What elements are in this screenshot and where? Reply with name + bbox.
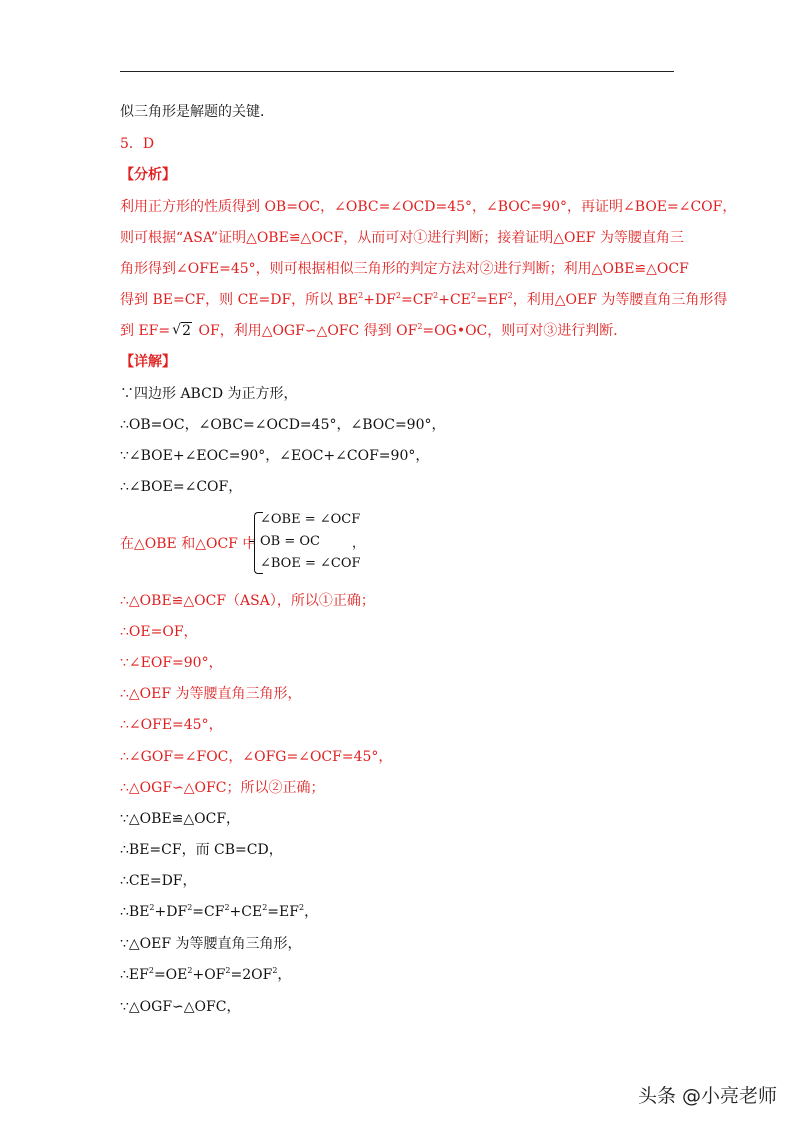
- step-4: ∴∠BOE=∠COF，: [120, 479, 243, 495]
- analysis-line-4: 得到 BE=CF，则 CE=DF，所以 $BE^2+DF^2=CF^2+CE^2=EF^2$，利用△OEF 为等腰直角三角形得: [120, 291, 728, 308]
- step-2: ∴OB=OC，∠OBC=∠OCD=45°，∠BOC=90°，: [120, 417, 446, 433]
- analysis-line-1: 利用正方形的性质得到 OB=OC，∠OBC=∠OCD=45°，∠BOC=90°，再证明∠BOE=∠COF，: [120, 199, 737, 215]
- analysis-header: 【分析】: [120, 167, 176, 183]
- step-13: ∵△OBE≌△OCF，: [120, 811, 241, 827]
- step-17: ∵△OEF 为等腰直角三角形，: [120, 936, 302, 952]
- step-6: ∴△OBE≌△OCF（ASA），所以①正确；: [120, 593, 375, 609]
- step-5-label: 在△OBE 和△OCF 中: [120, 536, 257, 552]
- equation-system: [254, 512, 364, 574]
- step-10: ∴∠OFE=45°，: [120, 717, 223, 733]
- analysis-line-5: 到 EF=√ 2 OF，利用△OGF∽△OFC 得到 $OF^2=OG•OC$，则可对③进行判断．: [120, 322, 627, 340]
- step-18: $\therefore EF^2=OE^2+OF^2=2OF^2$，: [120, 966, 292, 983]
- step-14: ∴BE=CF，而 CB=CD，: [120, 842, 283, 858]
- step-1: ∵四边形 ABCD 为正方形，: [120, 386, 298, 402]
- header-rule: [120, 71, 674, 72]
- step-16: $\therefore BE^2+DF^2=CF^2+CE^2=EF^2$，: [120, 903, 319, 920]
- step-12: ∴△OGF∽△OFC；所以②正确；: [120, 780, 325, 796]
- step-7: ∴OE=OF，: [120, 624, 198, 640]
- watermark: 头条 @小亮老师: [637, 1085, 777, 1107]
- detail-header: 【详解】: [120, 354, 176, 370]
- intro-text: 似三角形是解题的关键．: [120, 104, 274, 120]
- step-19: ∵△OGF∽△OFC，: [120, 999, 241, 1015]
- sqrt-symbol: √ 2: [172, 322, 192, 340]
- system-row-2: OB = OC: [260, 534, 320, 549]
- analysis-line-3: 角形得到∠OFE=45°，则可根据相似三角形的判定方法对②进行判断；利用△OBE≌△OCF: [120, 261, 689, 277]
- step-15: ∴CE=DF，: [120, 873, 197, 889]
- step-8: ∵∠EOF=90°，: [120, 655, 223, 671]
- system-tail: ，: [352, 536, 366, 551]
- answer-line: 5．D: [120, 136, 155, 152]
- system-row-1: ∠OBE = ∠OCF: [260, 512, 361, 527]
- step-9: ∴△OEF 为等腰直角三角形，: [120, 686, 302, 702]
- analysis-line-2: 则可根据“ASA”证明△OBE≌△OCF，从而可对①进行判断；接着证明△OEF 为等腰直角三: [120, 230, 684, 246]
- system-row-3: ∠BOE = ∠COF: [260, 556, 361, 571]
- step-11: ∴∠GOF=∠FOC，∠OFG=∠OCF=45°，: [120, 749, 393, 765]
- step-3: ∵∠BOE+∠EOC=90°，∠EOC+∠COF=90°，: [120, 448, 430, 464]
